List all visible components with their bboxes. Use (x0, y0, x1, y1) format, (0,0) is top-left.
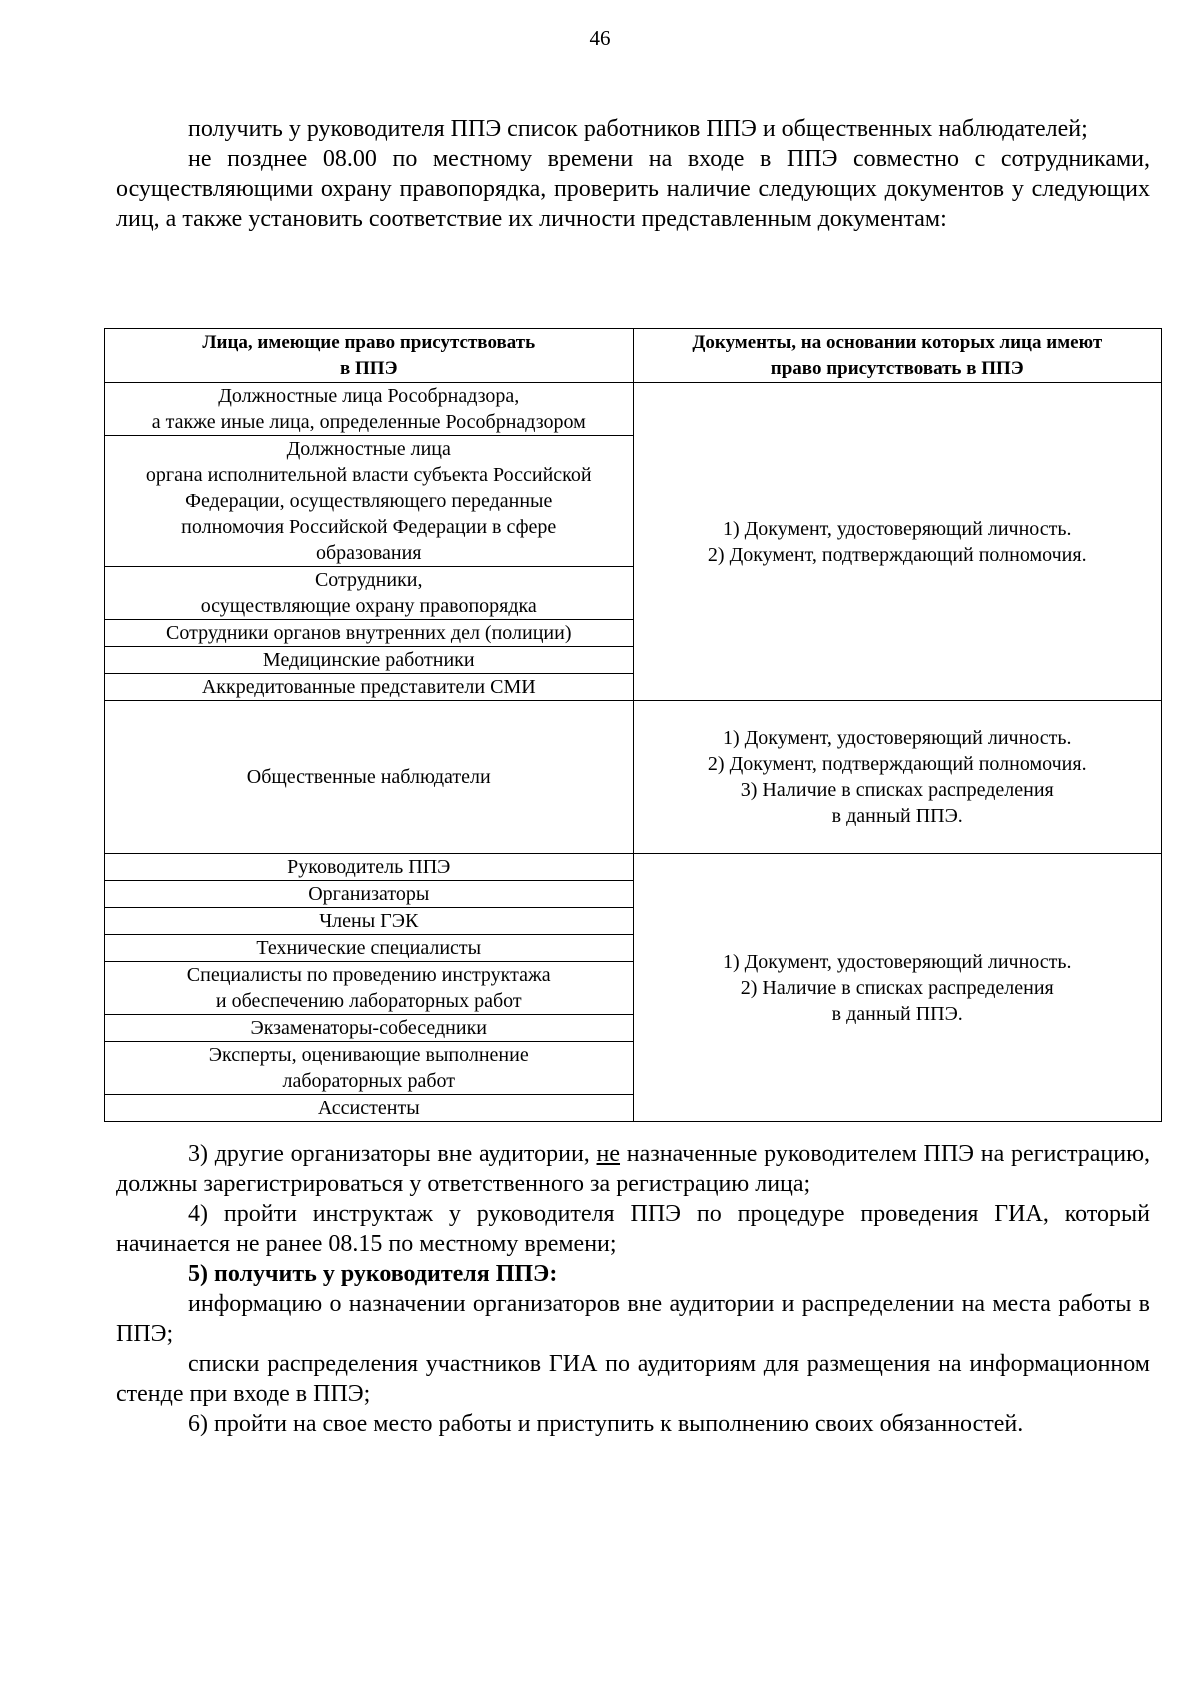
person-cell: Члены ГЭК (105, 908, 634, 935)
person-cell: Должностные лица органа исполнительной власти субъекта Российской Федерации, осуществляющего переданные полномочия Российской Федерации в сфере образования (105, 436, 634, 567)
person-cell: Эксперты, оценивающие выполнение лабораторных работ (105, 1042, 634, 1095)
table-row (105, 701, 1162, 854)
table-row (105, 854, 1162, 881)
bold-paragraph: 5) получить у руководителя ППЭ: (188, 1261, 558, 1287)
paragraph: 4) пройти инструктаж у руководителя ППЭ по процедуре проведения ГИА, который начинается не ранее 08.15 по местному времени; (116, 1201, 1150, 1257)
paragraph: не позднее 08.00 по местному времени на входе в ППЭ совместно с сотрудниками, осуществляющими охрану правопорядка, проверить наличие следующих документов у следующих лиц, а также установить соответствие их личности представленным документам: (116, 146, 1150, 232)
person-cell: Аккредитованные представители СМИ (105, 674, 634, 701)
person-cell: Медицинские работники (105, 647, 634, 674)
person-cell: Ассистенты (105, 1095, 634, 1122)
person-cell: Сотрудники, осуществляющие охрану правопорядка (105, 567, 634, 620)
documents-table (104, 328, 1162, 1122)
paragraph: информацию о назначении организаторов вне аудитории и распределении на места работы в ППЭ; (116, 1291, 1150, 1347)
paragraph: 6) пройти на свое место работы и приступить к выполнению своих обязанностей. (188, 1411, 1024, 1437)
person-cell: Технические специалисты (105, 935, 634, 962)
underlined-word: не (596, 1141, 621, 1167)
paragraph: списки распределения участников ГИА по аудиториям для размещения на информационном стенде при входе в ППЭ; (116, 1351, 1150, 1407)
person-cell: Специалисты по проведению инструктажа и обеспечению лабораторных работ (105, 962, 634, 1015)
paragraph: 3) другие организаторы вне аудитории, не назначенные руководителем ППЭ на регистрацию, должны зарегистрироваться у ответственного за регистрацию лица; (116, 1141, 1151, 1197)
person-cell: Должностные лица Рособрнадзора, а также иные лица, определенные Рособрнадзором (105, 383, 634, 436)
documents-cell-group-2: 1) Документ, удостоверяющий личность. 2) Документ, подтверждающий полномочия. 3) Наличие в списках распределения в данный ППЭ. (633, 701, 1162, 854)
table-header-row (105, 329, 1162, 383)
page-number: 46 (589, 26, 611, 50)
person-cell: Экзаменаторы-собеседники (105, 1015, 634, 1042)
paragraph: получить у руководителя ППЭ список работников ППЭ и общественных наблюдателей; (188, 116, 1088, 142)
intro-section (116, 114, 1150, 234)
person-cell: Организаторы (105, 881, 634, 908)
person-cell: Общественные наблюдатели (105, 701, 634, 854)
person-cell: Сотрудники органов внутренних дел (полиции) (105, 620, 634, 647)
person-cell: Руководитель ППЭ (105, 854, 634, 881)
header-persons: Лица, имеющие право присутствовать в ППЭ (105, 329, 634, 383)
table-row (105, 383, 1162, 436)
documents-cell-group-1: 1) Документ, удостоверяющий личность. 2) Документ, подтверждающий полномочия. (633, 383, 1162, 701)
documents-cell-group-3: 1) Документ, удостоверяющий личность. 2) Наличие в списках распределения в данный ППЭ. (633, 854, 1162, 1122)
outro-section (116, 1139, 1150, 1439)
header-documents: Документы, на основании которых лица имеют право присутствовать в ППЭ (633, 329, 1162, 383)
